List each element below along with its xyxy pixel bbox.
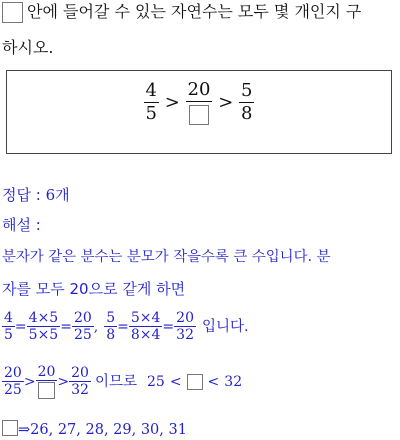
question-line-1	[2, 2, 361, 24]
result-arrow: ⇒	[18, 422, 31, 438]
fraction: $\frac{4\times 5}{5\times 5}$	[28, 310, 59, 343]
fraction-with-blank: 20	[36, 364, 58, 399]
fraction: $\frac{5}{8}$	[106, 310, 116, 343]
fraction: $\frac{20}{32}$	[71, 365, 89, 398]
inequality-box	[6, 70, 392, 154]
question-text-1: 안에 들어갈 수 있는 자연수는 모두 몇 개인지 구	[27, 2, 362, 21]
result-values: 26, 27, 28, 29, 30, 31	[30, 422, 187, 438]
answer-value: 6개	[45, 186, 70, 204]
blank-box-icon	[38, 382, 55, 399]
fraction: $\frac{20}{32}$	[176, 310, 194, 343]
blank-box-icon	[2, 420, 18, 436]
question-line-2: 하시오.	[2, 38, 54, 57]
fraction-5-8: $\frac{5}{8}$	[241, 80, 253, 124]
equation-line-2: $\frac{20}{25}$ > 20 > $\frac{20}{32}$ 이므로 25 < < 32	[4, 364, 243, 398]
fraction: $\frac{4}{5}$	[4, 310, 13, 343]
explanation-line-2: 자를 모두 20으로 같게 하면	[2, 280, 186, 298]
fraction: $\frac{5\times 4}{8\times 4}$	[130, 310, 161, 343]
fraction: $\frac{20}{25}$	[73, 310, 92, 343]
result-line	[2, 420, 187, 439]
blank-box-icon	[187, 374, 203, 390]
explanation-label: 해설 :	[2, 216, 41, 234]
greater-than-sign: >	[218, 91, 234, 113]
fraction: $\frac{20}{25}$	[4, 365, 22, 398]
answer-line	[2, 186, 70, 204]
equation-line-1: $\frac{4}{5}$ = $\frac{4\times 5}{5\times 5}$ = $\frac{20}{25}$ , $\frac{5}{8}$ = $\frac{5\times 4}{8\times 4}$ = $\frac{20}{32}$ 입니다.	[4, 310, 249, 343]
blank-box-icon	[2, 2, 23, 23]
answer-label: 정답 :	[2, 186, 41, 204]
explanation-line-1: 분자가 같은 분수는 분모가 작을수록 큰 수입니다. 분	[2, 249, 331, 265]
greater-than-sign: >	[164, 91, 180, 113]
blank-box-icon	[189, 105, 209, 125]
inequality-expression	[7, 79, 391, 126]
fraction-20-blank: 20	[186, 79, 213, 126]
fraction-4-5: $\frac{4}{5}$	[145, 80, 157, 124]
